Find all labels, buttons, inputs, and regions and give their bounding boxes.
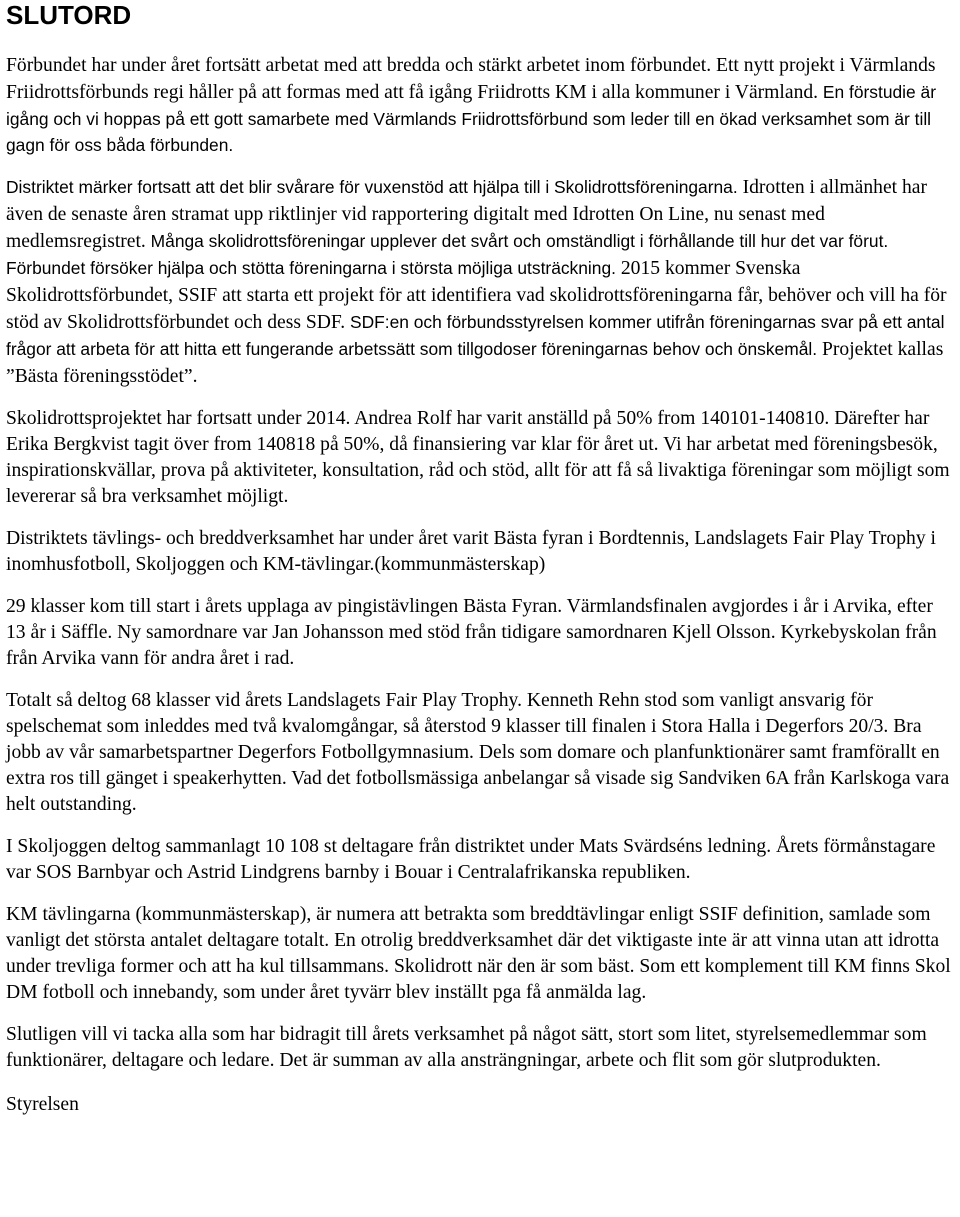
paragraph-skoljoggen: I Skoljoggen deltog sammanlagt 10 108 st deltagare från distriktet under Mats Svärdséns ledning. Årets förmånstagare var SOS Barnbyar och Astrid Lindgrens barnby i Bouar i Centralafrikanska republiken. bbox=[6, 836, 936, 883]
paragraph-text: Distriktet märker fortsatt att det blir svårare för vuxenstöd att hjälpa till i Skolidrottsföreningarna. bbox=[6, 177, 738, 197]
paragraph-competitions: Distriktets tävlings- och breddverksamhet har under året varit Bästa fyran i Bordtennis, Landslagets Fair Play Trophy i inomhusfotboll, Skoljoggen och KM-tävlingar.(kommunmästerskap) bbox=[6, 528, 936, 575]
paragraph-text: En förstudie är igång och vi hoppas på ett gott samarbete med Värmlands Friidrottsförbund som leder till en ökad verksamhet som är till gagn för oss båda förbunden. bbox=[6, 82, 936, 155]
paragraph-text: Många skolidrottsföreningar upplever det svårt och omständligt i förhållande till hur det var förut. Förbundet försöker hjälpa och stötta föreningarna i största möjliga utsträckning. bbox=[6, 231, 889, 278]
paragraph-km-competitions: KM tävlingarna (kommunmästerskap), är numera att betrakta som breddtävlingar enligt SSIF definition, samlade som vanligt det största antalet deltagare totalt. En otrolig breddverksamhet där det viktigaste inte är att vinna utan att idrotta under trevliga former och att ha kul tillsammans. Skolidrott när den är som bäst. Som ett komplement till KM finns Skol DM fotboll och innebandy, som under året tyvärr blev inställt pga få anmälda lag. bbox=[6, 904, 951, 1003]
paragraph-text: SDF:en och förbundsstyrelsen kommer utifrån föreningarnas svar på ett antal frågor att arbeta för att hitta ett fungerande arbetssätt som tillgodoser föreningarnas behov och önskemål. bbox=[6, 312, 945, 359]
paragraph-fair-play-trophy: Totalt så deltog 68 klasser vid årets Landslagets Fair Play Trophy. Kenneth Rehn stod som vanligt ansvarig för spelschemat som inleddes med två kvalomgångar, så återstod 9 klasser till finalen i Stora Halla i Degerfors 20/3. Bra jobb av vår samarbetspartner Degerfors Fotbollgymnasium. Dels som domare och planfunktionärer samt framförallt en extra ros till gänget i speakerhytten. Vad det fotbollsmässiga anbelangar så visade sig Sandviken 6A från Karlskoga vara helt outstanding. bbox=[6, 690, 950, 815]
paragraph-basta-fyran: 29 klasser kom till start i årets upplaga av pingistävlingen Bästa Fyran. Värmlandsfinalen avgjordes i år i Arvika, efter 13 år i Säffle. Ny samordnare var Jan Johansson med stöd från tidigare samordnaren Kjell Olsson. Kyrkebyskolan från från Arvika vann för andra året i rad. bbox=[6, 596, 937, 669]
paragraph-text: 2015 kommer Svenska Skolidrottsförbundet, SSIF att starta ett projekt för att identifiera vad skolidrottsföreningarna får, behöver och vill ha för stöd av Skolidrottsförbundet och dess SDF. bbox=[6, 258, 947, 333]
paragraph-federation-work bbox=[6, 52, 954, 158]
paragraph-thanks: Slutligen vill vi tacka alla som har bidragit till årets verksamhet på något sätt, stort som litet, styrelsemedlemmar som funktionärer, deltagare och ledare. Det är summan av alla ansträngningar, arbete och flit som gör slutprodukten. bbox=[6, 1024, 927, 1071]
signature: Styrelsen bbox=[6, 1094, 79, 1115]
paragraph-text: Förbundet har under året fortsätt arbetat med att bredda och stärkt arbetet inom förbundet. Ett nytt projekt i Värmlands Friidrottsförbunds regi håller på att formas med att få igång Friidrotts KM i alla kommuner i Värmland. bbox=[6, 55, 936, 103]
paragraph-school-sports-project: Skolidrottsprojektet har fortsatt under 2014. Andrea Rolf har varit anställd på 50% from 140101-140810. Därefter har Erika Bergkvist tagit över from 140818 på 50%, då finansiering var klar för året ut. Vi har arbetat med föreningsbesök, inspirationskvällar, prova på aktiviteter, konsultation, råd och stöd, allt för att få så livaktiga föreningar som möjligt som levererar så bra verksamhet möjligt. bbox=[6, 408, 950, 507]
page-title: SLUTORD bbox=[6, 0, 132, 30]
paragraph-text: Projektet kallas ”Bästa föreningsstödet”. bbox=[6, 339, 944, 387]
paragraph-district-support bbox=[6, 174, 954, 390]
paragraph-text: Idrotten i allmänhet har även de senaste åren stramat upp riktlinjer vid rapportering digitalt med Idrotten On Line, nu senast med medlemsregistret. bbox=[6, 177, 928, 252]
